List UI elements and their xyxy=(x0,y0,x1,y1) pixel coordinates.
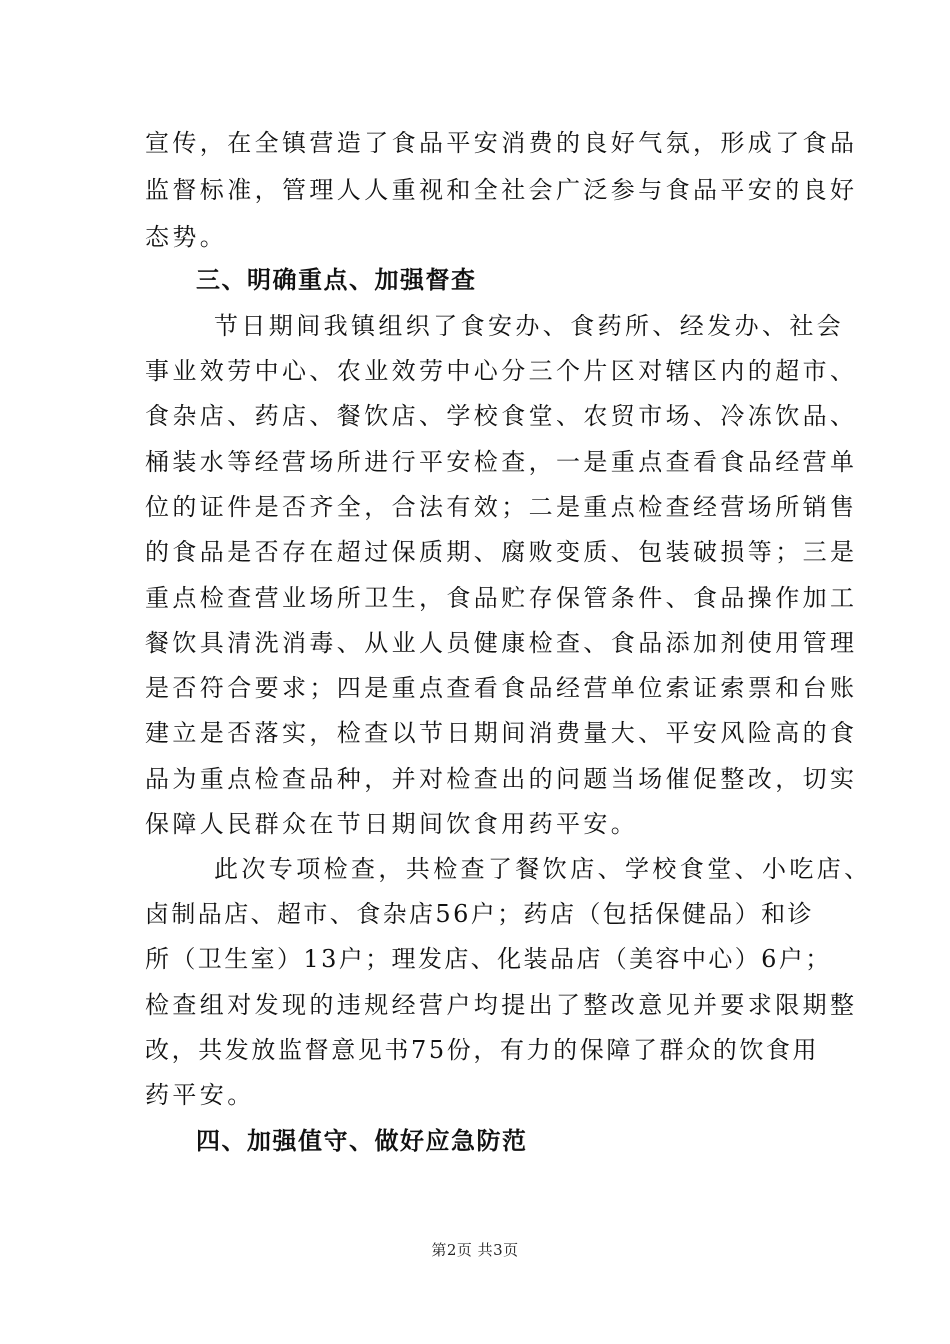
paragraph-line: 重点检查营业场所卫生，食品贮存保管条件、食品操作加工 xyxy=(145,584,858,612)
paragraph-line: 改，共发放监督意见书75份，有力的保障了群众的饮食用 xyxy=(145,1036,820,1064)
paragraph-line: 节日期间我镇组织了食安办、食药所、经发办、社会 xyxy=(214,312,845,340)
paragraph-line: 所（卫生室）13户；理发店、化装品店（美容中心）6户； xyxy=(145,945,832,973)
paragraph-line: 食杂店、药店、餐饮店、学校食堂、农贸市场、冷冻饮品、 xyxy=(145,402,858,430)
paragraph-line: 建立是否落实，检查以节日期间消费量大、平安风险高的食 xyxy=(145,719,858,747)
paragraph-line: 此次专项检查，共检查了餐饮店、学校食堂、小吃店、 xyxy=(214,855,872,883)
section-heading-4: 四、加强值守、做好应急防范 xyxy=(196,1127,528,1155)
paragraph-line: 事业效劳中心、农业效劳中心分三个片区对辖区内的超市、 xyxy=(145,357,858,385)
page-number-footer: 第2页 共3页 xyxy=(431,1241,519,1259)
section-heading-3: 三、明确重点、加强督查 xyxy=(196,266,477,294)
paragraph-line: 品为重点检查品种，并对检查出的问题当场催促整改，切实 xyxy=(145,765,858,793)
paragraph-line: 检查组对发现的违规经营户均提出了整改意见并要求限期整 xyxy=(145,991,858,1019)
paragraph-line: 保障人民群众在节日期间饮食用药平安。 xyxy=(145,810,639,838)
paragraph-line: 卤制品店、超市、食杂店56户；药店（包括保健品）和诊 xyxy=(145,900,814,928)
paragraph-line: 位的证件是否齐全，合法有效；二是重点检查经营场所销售 xyxy=(145,493,858,521)
paragraph-line: 药平安。 xyxy=(145,1081,255,1109)
paragraph-line: 桶装水等经营场所进行平安检查，一是重点查看食品经营单 xyxy=(145,448,858,476)
paragraph-line: 态势。 xyxy=(145,223,228,251)
paragraph-line: 的食品是否存在超过保质期、腐败变质、包装破损等；三是 xyxy=(145,538,858,566)
paragraph-line: 宣传，在全镇营造了食品平安消费的良好气氛，形成了食品 xyxy=(145,129,858,157)
paragraph-line: 是否符合要求；四是重点查看食品经营单位索证索票和台账 xyxy=(145,674,858,702)
paragraph-line: 餐饮具清洗消毒、从业人员健康检查、食品添加剂使用管理 xyxy=(145,629,858,657)
paragraph-line: 监督标准，管理人人重视和全社会广泛参与食品平安的良好 xyxy=(145,176,858,204)
